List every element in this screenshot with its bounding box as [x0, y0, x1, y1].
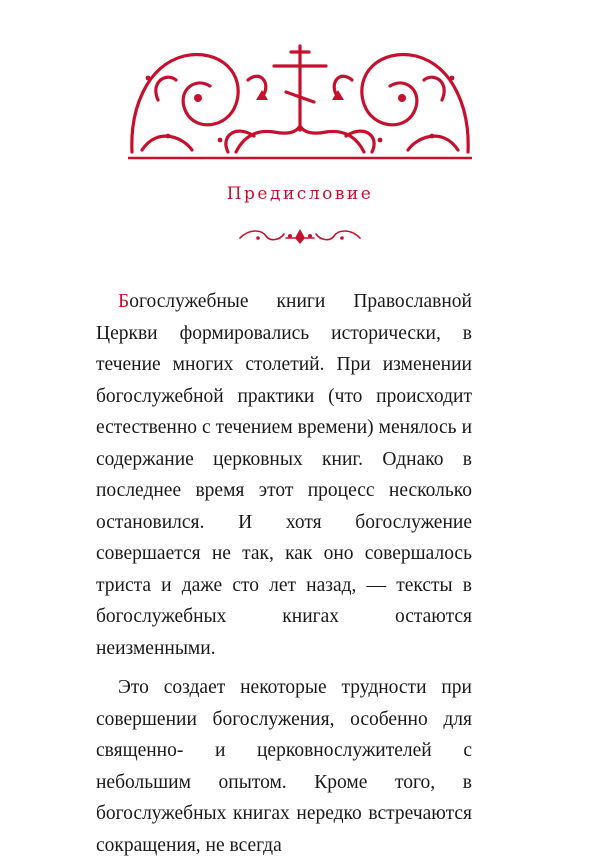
paragraph: [96, 672, 472, 861]
preface-body: [96, 286, 472, 861]
paragraph: [96, 286, 472, 664]
floral-divider-icon: [236, 226, 364, 246]
drop-initial: Б: [118, 291, 130, 312]
page-title: Предисловие: [226, 184, 374, 204]
floral-cross-ornament-icon: [128, 40, 472, 164]
paragraph-text: огослужебные книги Православной Церкви формировались исторически, в течение многих столетий. При изменении богослужебной практики (что происходит естественно с течением времени) менялось и содержание церковных книг. Однако в последнее время этот процесс несколько остановился. И хотя богослужение совершается не так, как оно совершалось триста и даже сто лет назад, — тексты в богослужебных книгах остаются неизменными.: [96, 291, 472, 659]
paragraph-text: Это создает некоторые трудности при совершении богослужения, особенно для священно- и церковнослужителей с небольшим опытом. Кроме того, в богослужебных книгах нередко встречаются сокращения, не всегда: [96, 677, 472, 856]
